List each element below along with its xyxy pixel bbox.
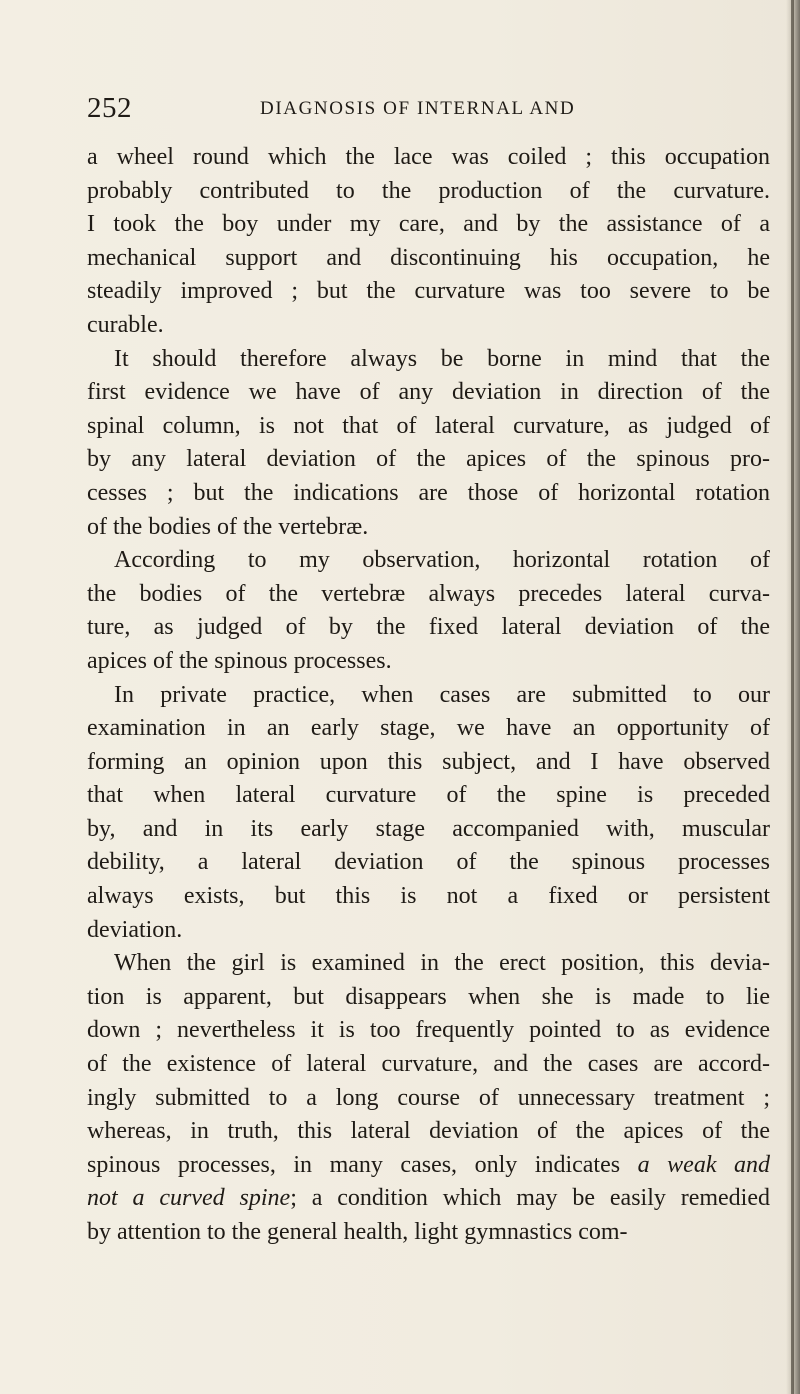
text-line: When the girl is examined in the erect position, this devia- xyxy=(114,950,770,977)
text-line: by any lateral deviation of the apices of the spinous pro- xyxy=(87,446,770,473)
text-line: steadily improved ; but the curvature was too severe to be xyxy=(87,278,770,305)
text-line: curable. xyxy=(87,311,164,338)
text-line: ture, as judged of by the fixed lateral deviation of the xyxy=(87,614,770,641)
text-segment: ; a condition which may be easily remedied xyxy=(290,1185,771,1212)
running-head: DIAGNOSIS OF INTERNAL AND xyxy=(260,98,576,119)
text-line: In private practice, when cases are submitted to our xyxy=(114,681,770,708)
text-line: I took the boy under my care, and by the assistance of a xyxy=(87,211,770,238)
text-line: ingly submitted to a long course of unnecessary treatment ; xyxy=(87,1084,770,1111)
body-text xyxy=(87,141,770,1250)
italic-phrase: a weak and xyxy=(637,1151,770,1178)
text-line: whereas, in truth, this lateral deviation of the apices of the xyxy=(87,1118,770,1145)
text-line: probably contributed to the production of the curvature. xyxy=(87,177,770,204)
text-line: first evidence we have of any deviation in direction of the xyxy=(87,379,770,406)
text-line: that when lateral curvature of the spine is preceded xyxy=(87,782,770,809)
text-line: examination in an early stage, we have an opportunity of xyxy=(87,715,770,742)
text-line: always exists, but this is not a fixed or persistent xyxy=(87,883,770,910)
page-number: 252 xyxy=(87,92,132,124)
text-line: a wheel round which the lace was coiled ; this occupation xyxy=(87,144,770,170)
text-line: It should therefore always be borne in mind that the xyxy=(114,345,770,372)
page-edge-line xyxy=(791,0,794,1394)
text-line: spinal column, is not that of lateral curvature, as judged of xyxy=(87,412,770,439)
text-line: by attention to the general health, light gymnastics com- xyxy=(87,1219,628,1245)
text-line: apices of the spinous processes. xyxy=(87,647,392,674)
text-line: According to my observation, horizontal rotation of xyxy=(114,547,770,574)
text-segment: spinous processes, in many cases, only indicates xyxy=(87,1151,638,1178)
text-line xyxy=(87,1149,770,1183)
italic-phrase: not a curved spine xyxy=(87,1185,291,1212)
text-line: mechanical support and discontinuing his occupation, he xyxy=(87,244,770,271)
text-line: tion is apparent, but disappears when she is made to lie xyxy=(87,983,770,1010)
text-line xyxy=(87,1182,770,1216)
text-line: cesses ; but the indications are those of horizontal rotation xyxy=(87,479,770,506)
text-line: by, and in its early stage accompanied with, muscular xyxy=(87,815,770,842)
text-line: down ; nevertheless it is too frequently pointed to as evidence xyxy=(87,1017,770,1044)
text-line: deviation. xyxy=(87,916,183,943)
text-line: the bodies of the vertebræ always precedes lateral curva- xyxy=(87,580,770,607)
text-line: of the existence of lateral curvature, and the cases are accord- xyxy=(87,1051,770,1078)
text-line: debility, a lateral deviation of the spinous processes xyxy=(87,849,770,876)
text-line: of the bodies of the vertebræ. xyxy=(87,513,369,540)
text-line: forming an opinion upon this subject, and I have observed xyxy=(87,748,770,775)
